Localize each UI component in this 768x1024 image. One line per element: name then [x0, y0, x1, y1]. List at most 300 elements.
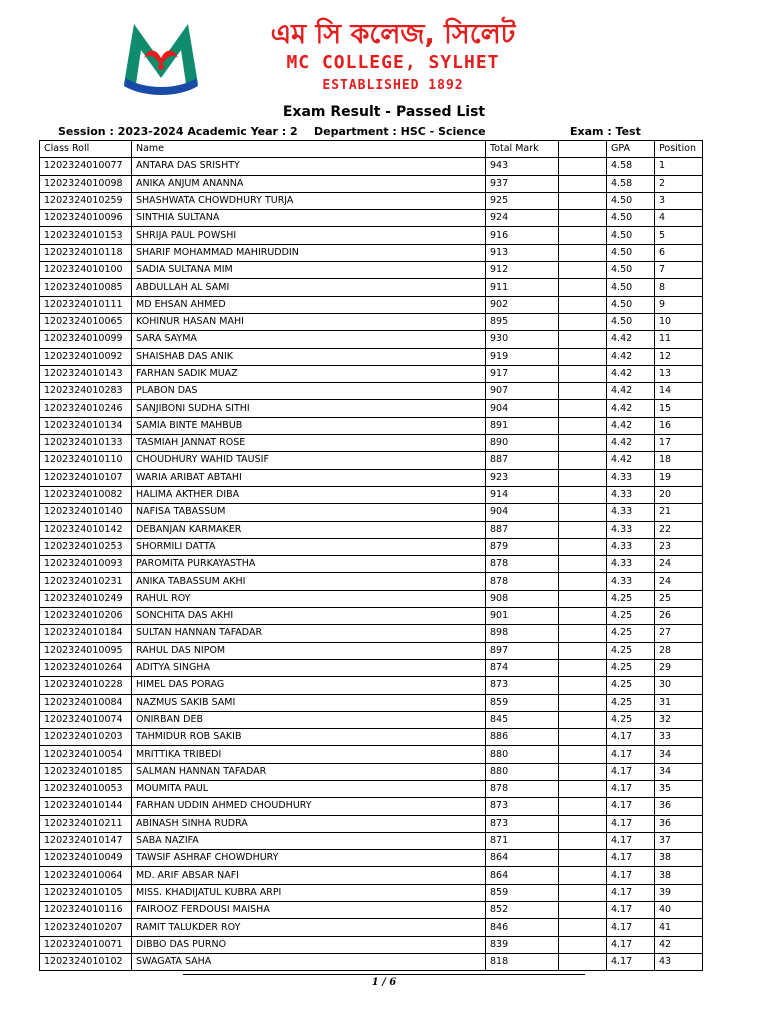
- cell-position: 19: [655, 469, 703, 486]
- cell-position: 14: [655, 383, 703, 400]
- college-header: [0, 0, 768, 100]
- cell-name: RAMIT TALUKDER ROY: [132, 919, 486, 936]
- session-info: Session : 2023-2024 Academic Year : 2: [58, 125, 298, 138]
- cell-gpa: 4.17: [607, 746, 655, 763]
- cell-total-mark: 895: [486, 313, 559, 330]
- cell-class-roll: 1202324010098: [40, 175, 132, 192]
- cell-total-mark: 943: [486, 158, 559, 175]
- cell-gpa: 4.33: [607, 486, 655, 503]
- cell-class-roll: 1202324010054: [40, 746, 132, 763]
- cell-gpa: 4.25: [607, 590, 655, 607]
- cell-position: 18: [655, 452, 703, 469]
- cell-blank: [559, 158, 607, 175]
- cell-total-mark: 878: [486, 573, 559, 590]
- cell-name: TAWSIF ASHRAF CHOWDHURY: [132, 850, 486, 867]
- cell-class-roll: 1202324010105: [40, 884, 132, 901]
- cell-gpa: 4.25: [607, 625, 655, 642]
- cell-blank: [559, 659, 607, 676]
- cell-total-mark: 864: [486, 850, 559, 867]
- cell-name: ABDULLAH AL SAMI: [132, 279, 486, 296]
- cell-gpa: 4.17: [607, 867, 655, 884]
- cell-gpa: 4.50: [607, 244, 655, 261]
- cell-position: 34: [655, 746, 703, 763]
- cell-total-mark: 886: [486, 729, 559, 746]
- cell-total-mark: 897: [486, 642, 559, 659]
- cell-total-mark: 907: [486, 383, 559, 400]
- cell-blank: [559, 780, 607, 797]
- cell-total-mark: 878: [486, 780, 559, 797]
- cell-class-roll: 1202324010064: [40, 867, 132, 884]
- cell-total-mark: 911: [486, 279, 559, 296]
- cell-blank: [559, 936, 607, 953]
- cell-class-roll: 1202324010147: [40, 832, 132, 849]
- cell-position: 42: [655, 936, 703, 953]
- cell-gpa: 4.33: [607, 521, 655, 538]
- cell-blank: [559, 279, 607, 296]
- cell-class-roll: 1202324010259: [40, 192, 132, 209]
- results-table: [39, 140, 703, 971]
- cell-total-mark: 859: [486, 694, 559, 711]
- cell-class-roll: 1202324010095: [40, 642, 132, 659]
- table-row: [40, 452, 703, 469]
- cell-position: 26: [655, 608, 703, 625]
- department-info: Department : HSC - Science: [314, 125, 486, 138]
- page-title: Exam Result - Passed List: [282, 104, 486, 120]
- cell-class-roll: 1202324010100: [40, 262, 132, 279]
- table-row: [40, 400, 703, 417]
- cell-total-mark: 878: [486, 556, 559, 573]
- cell-gpa: 4.33: [607, 573, 655, 590]
- cell-class-roll: 1202324010065: [40, 313, 132, 330]
- cell-blank: [559, 832, 607, 849]
- table-row: [40, 313, 703, 330]
- cell-blank: [559, 210, 607, 227]
- cell-position: 17: [655, 435, 703, 452]
- cell-total-mark: 887: [486, 452, 559, 469]
- table-row: [40, 763, 703, 780]
- cell-gpa: 4.42: [607, 452, 655, 469]
- cell-total-mark: 917: [486, 365, 559, 382]
- col-header-name: Name: [132, 141, 486, 158]
- cell-gpa: 4.17: [607, 884, 655, 901]
- cell-name: ADITYA SINGHA: [132, 659, 486, 676]
- cell-blank: [559, 521, 607, 538]
- cell-class-roll: 1202324010085: [40, 279, 132, 296]
- cell-gpa: 4.58: [607, 175, 655, 192]
- cell-blank: [559, 400, 607, 417]
- cell-position: 8: [655, 279, 703, 296]
- table-row: [40, 608, 703, 625]
- table-row: [40, 383, 703, 400]
- cell-gpa: 4.17: [607, 729, 655, 746]
- cell-gpa: 4.17: [607, 919, 655, 936]
- cell-blank: [559, 746, 607, 763]
- table-row: [40, 677, 703, 694]
- cell-class-roll: 1202324010096: [40, 210, 132, 227]
- cell-name: NAZMUS SAKIB SAMI: [132, 694, 486, 711]
- cell-class-roll: 1202324010053: [40, 780, 132, 797]
- cell-gpa: 4.25: [607, 659, 655, 676]
- cell-gpa: 4.17: [607, 763, 655, 780]
- cell-class-roll: 1202324010246: [40, 400, 132, 417]
- cell-gpa: 4.58: [607, 158, 655, 175]
- cell-class-roll: 1202324010084: [40, 694, 132, 711]
- cell-name: TAHMIDUR ROB SAKIB: [132, 729, 486, 746]
- cell-name: SANJIBONI SUDHA SITHI: [132, 400, 486, 417]
- cell-position: 24: [655, 573, 703, 590]
- table-row: [40, 867, 703, 884]
- cell-name: SHARIF MOHAMMAD MAHIRUDDIN: [132, 244, 486, 261]
- cell-name: SWAGATA SAHA: [132, 953, 486, 970]
- table-row: [40, 469, 703, 486]
- cell-blank: [559, 815, 607, 832]
- cell-position: 38: [655, 850, 703, 867]
- table-row: [40, 573, 703, 590]
- cell-name: MOUMITA PAUL: [132, 780, 486, 797]
- table-row: [40, 556, 703, 573]
- cell-blank: [559, 953, 607, 970]
- table-header-row: [40, 141, 703, 158]
- cell-total-mark: 864: [486, 867, 559, 884]
- cell-class-roll: 1202324010099: [40, 331, 132, 348]
- cell-name: PAROMITA PURKAYASTHA: [132, 556, 486, 573]
- cell-blank: [559, 902, 607, 919]
- cell-blank: [559, 417, 607, 434]
- table-row: [40, 694, 703, 711]
- cell-position: 20: [655, 486, 703, 503]
- cell-blank: [559, 227, 607, 244]
- cell-class-roll: 1202324010107: [40, 469, 132, 486]
- cell-blank: [559, 919, 607, 936]
- cell-name: SINTHIA SULTANA: [132, 210, 486, 227]
- cell-gpa: 4.50: [607, 262, 655, 279]
- cell-position: 5: [655, 227, 703, 244]
- cell-class-roll: 1202324010082: [40, 486, 132, 503]
- cell-gpa: 4.17: [607, 815, 655, 832]
- cell-class-roll: 1202324010134: [40, 417, 132, 434]
- cell-blank: [559, 763, 607, 780]
- cell-blank: [559, 694, 607, 711]
- cell-position: 27: [655, 625, 703, 642]
- cell-name: CHOUDHURY WAHID TAUSIF: [132, 452, 486, 469]
- cell-gpa: 4.33: [607, 469, 655, 486]
- cell-position: 1: [655, 158, 703, 175]
- cell-blank: [559, 365, 607, 382]
- cell-blank: [559, 486, 607, 503]
- cell-name: FARHAN UDDIN AHMED CHOUDHURY: [132, 798, 486, 815]
- cell-gpa: 4.33: [607, 556, 655, 573]
- cell-total-mark: 913: [486, 244, 559, 261]
- cell-class-roll: 1202324010253: [40, 538, 132, 555]
- table-row: [40, 521, 703, 538]
- cell-class-roll: 1202324010184: [40, 625, 132, 642]
- cell-position: 36: [655, 798, 703, 815]
- cell-gpa: 4.33: [607, 538, 655, 555]
- cell-total-mark: 859: [486, 884, 559, 901]
- col-header-position: Position: [655, 141, 703, 158]
- cell-position: 9: [655, 296, 703, 313]
- cell-total-mark: 924: [486, 210, 559, 227]
- cell-name: SHAISHAB DAS ANIK: [132, 348, 486, 365]
- cell-name: SHORMILI DATTA: [132, 538, 486, 555]
- cell-name: PLABON DAS: [132, 383, 486, 400]
- table-row: [40, 590, 703, 607]
- cell-class-roll: 1202324010249: [40, 590, 132, 607]
- table-row: [40, 486, 703, 503]
- page-number: 1 / 6: [371, 977, 397, 988]
- cell-total-mark: 914: [486, 486, 559, 503]
- cell-position: 21: [655, 504, 703, 521]
- cell-gpa: 4.17: [607, 850, 655, 867]
- cell-class-roll: 1202324010102: [40, 953, 132, 970]
- table-row: [40, 884, 703, 901]
- cell-total-mark: 871: [486, 832, 559, 849]
- cell-blank: [559, 244, 607, 261]
- cell-total-mark: 873: [486, 815, 559, 832]
- cell-total-mark: 930: [486, 331, 559, 348]
- table-row: [40, 729, 703, 746]
- mc-college-logo-icon: [118, 18, 204, 96]
- established-year: ESTABLISHED 1892: [322, 78, 464, 93]
- cell-total-mark: 908: [486, 590, 559, 607]
- cell-gpa: 4.17: [607, 780, 655, 797]
- cell-blank: [559, 884, 607, 901]
- cell-blank: [559, 590, 607, 607]
- table-row: [40, 919, 703, 936]
- results-table-body: [40, 158, 703, 971]
- cell-class-roll: 1202324010264: [40, 659, 132, 676]
- cell-gpa: 4.17: [607, 936, 655, 953]
- cell-gpa: 4.25: [607, 677, 655, 694]
- cell-total-mark: 880: [486, 746, 559, 763]
- footer-divider: [183, 974, 585, 975]
- cell-position: 43: [655, 953, 703, 970]
- cell-total-mark: 874: [486, 659, 559, 676]
- cell-name: SABA NAZIFA: [132, 832, 486, 849]
- cell-class-roll: 1202324010153: [40, 227, 132, 244]
- cell-position: 36: [655, 815, 703, 832]
- cell-gpa: 4.42: [607, 331, 655, 348]
- table-row: [40, 175, 703, 192]
- table-row: [40, 365, 703, 382]
- cell-class-roll: 1202324010211: [40, 815, 132, 832]
- cell-blank: [559, 348, 607, 365]
- cell-gpa: 4.17: [607, 953, 655, 970]
- table-row: [40, 953, 703, 970]
- col-header-gpa: GPA: [607, 141, 655, 158]
- cell-name: MD. ARIF ABSAR NAFI: [132, 867, 486, 884]
- table-row: [40, 936, 703, 953]
- cell-name: NAFISA TABASSUM: [132, 504, 486, 521]
- table-row: [40, 902, 703, 919]
- cell-position: 34: [655, 763, 703, 780]
- cell-total-mark: 846: [486, 919, 559, 936]
- cell-name: SADIA SULTANA MIM: [132, 262, 486, 279]
- cell-blank: [559, 175, 607, 192]
- cell-gpa: 4.42: [607, 435, 655, 452]
- cell-gpa: 4.25: [607, 711, 655, 728]
- cell-total-mark: 898: [486, 625, 559, 642]
- cell-total-mark: 901: [486, 608, 559, 625]
- cell-gpa: 4.50: [607, 296, 655, 313]
- cell-total-mark: 818: [486, 953, 559, 970]
- cell-position: 24: [655, 556, 703, 573]
- cell-name: SARA SAYMA: [132, 331, 486, 348]
- col-header-blank: [559, 141, 607, 158]
- cell-name: TASMIAH JANNAT ROSE: [132, 435, 486, 452]
- cell-total-mark: 916: [486, 227, 559, 244]
- cell-position: 38: [655, 867, 703, 884]
- cell-total-mark: 923: [486, 469, 559, 486]
- cell-name: RAHUL ROY: [132, 590, 486, 607]
- cell-blank: [559, 262, 607, 279]
- cell-gpa: 4.50: [607, 279, 655, 296]
- cell-name: ANIKA TABASSUM AKHI: [132, 573, 486, 590]
- table-row: [40, 262, 703, 279]
- table-row: [40, 780, 703, 797]
- cell-name: SONCHITA DAS AKHI: [132, 608, 486, 625]
- cell-position: 3: [655, 192, 703, 209]
- cell-total-mark: 839: [486, 936, 559, 953]
- cell-name: MD EHSAN AHMED: [132, 296, 486, 313]
- cell-blank: [559, 192, 607, 209]
- cell-name: ANTARA DAS SRISHTY: [132, 158, 486, 175]
- cell-total-mark: 912: [486, 262, 559, 279]
- cell-blank: [559, 296, 607, 313]
- cell-blank: [559, 642, 607, 659]
- cell-gpa: 4.42: [607, 348, 655, 365]
- cell-name: FARHAN SADIK MUAZ: [132, 365, 486, 382]
- table-row: [40, 504, 703, 521]
- cell-position: 22: [655, 521, 703, 538]
- cell-class-roll: 1202324010207: [40, 919, 132, 936]
- table-row: [40, 296, 703, 313]
- cell-position: 15: [655, 400, 703, 417]
- col-header-class-roll: Class Roll: [40, 141, 132, 158]
- cell-name: SHASHWATA CHOWDHURY TURJA: [132, 192, 486, 209]
- cell-name: ANIKA ANJUM ANANNA: [132, 175, 486, 192]
- cell-gpa: 4.42: [607, 417, 655, 434]
- cell-total-mark: 937: [486, 175, 559, 192]
- cell-class-roll: 1202324010231: [40, 573, 132, 590]
- cell-name: SALMAN HANNAN TAFADAR: [132, 763, 486, 780]
- cell-gpa: 4.17: [607, 902, 655, 919]
- cell-gpa: 4.50: [607, 227, 655, 244]
- cell-total-mark: 873: [486, 677, 559, 694]
- cell-total-mark: 873: [486, 798, 559, 815]
- cell-total-mark: 890: [486, 435, 559, 452]
- cell-blank: [559, 556, 607, 573]
- cell-total-mark: 879: [486, 538, 559, 555]
- cell-class-roll: 1202324010118: [40, 244, 132, 261]
- cell-name: DIBBO DAS PURNO: [132, 936, 486, 953]
- table-row: [40, 815, 703, 832]
- cell-blank: [559, 331, 607, 348]
- cell-name: MRITTIKA TRIBEDI: [132, 746, 486, 763]
- cell-total-mark: 891: [486, 417, 559, 434]
- cell-position: 25: [655, 590, 703, 607]
- cell-name: RAHUL DAS NIPOM: [132, 642, 486, 659]
- cell-name: KOHINUR HASAN MAHI: [132, 313, 486, 330]
- cell-class-roll: 1202324010206: [40, 608, 132, 625]
- table-row: [40, 331, 703, 348]
- table-row: [40, 279, 703, 296]
- cell-position: 13: [655, 365, 703, 382]
- cell-class-roll: 1202324010283: [40, 383, 132, 400]
- cell-gpa: 4.33: [607, 504, 655, 521]
- college-name-english: MC COLLEGE, SYLHET: [286, 52, 500, 73]
- cell-class-roll: 1202324010140: [40, 504, 132, 521]
- cell-blank: [559, 383, 607, 400]
- cell-blank: [559, 798, 607, 815]
- table-row: [40, 210, 703, 227]
- cell-position: 30: [655, 677, 703, 694]
- cell-total-mark: 925: [486, 192, 559, 209]
- cell-total-mark: 887: [486, 521, 559, 538]
- cell-class-roll: 1202324010093: [40, 556, 132, 573]
- cell-blank: [559, 711, 607, 728]
- cell-gpa: 4.17: [607, 798, 655, 815]
- table-row: [40, 538, 703, 555]
- cell-name: WARIA ARIBAT ABTAHI: [132, 469, 486, 486]
- table-row: [40, 642, 703, 659]
- cell-position: 16: [655, 417, 703, 434]
- cell-name: ONIRBAN DEB: [132, 711, 486, 728]
- cell-name: MISS. KHADIJATUL KUBRA ARPI: [132, 884, 486, 901]
- cell-total-mark: 902: [486, 296, 559, 313]
- cell-position: 10: [655, 313, 703, 330]
- cell-class-roll: 1202324010092: [40, 348, 132, 365]
- cell-name: HALIMA AKTHER DIBA: [132, 486, 486, 503]
- cell-blank: [559, 435, 607, 452]
- cell-position: 31: [655, 694, 703, 711]
- cell-position: 35: [655, 780, 703, 797]
- cell-gpa: 4.42: [607, 365, 655, 382]
- cell-gpa: 4.50: [607, 313, 655, 330]
- college-name-bengali: এম সি কলেজ, সিলেট: [270, 19, 516, 50]
- table-row: [40, 625, 703, 642]
- table-row: [40, 850, 703, 867]
- cell-total-mark: 904: [486, 400, 559, 417]
- cell-position: 39: [655, 884, 703, 901]
- cell-name: HIMEL DAS PORAG: [132, 677, 486, 694]
- cell-position: 32: [655, 711, 703, 728]
- table-row: [40, 435, 703, 452]
- cell-class-roll: 1202324010228: [40, 677, 132, 694]
- table-row: [40, 711, 703, 728]
- cell-blank: [559, 850, 607, 867]
- cell-name: SULTAN HANNAN TAFADAR: [132, 625, 486, 642]
- cell-blank: [559, 538, 607, 555]
- cell-class-roll: 1202324010074: [40, 711, 132, 728]
- cell-position: 41: [655, 919, 703, 936]
- cell-position: 12: [655, 348, 703, 365]
- cell-blank: [559, 469, 607, 486]
- cell-blank: [559, 867, 607, 884]
- cell-class-roll: 1202324010133: [40, 435, 132, 452]
- cell-name: SAMIA BINTE MAHBUB: [132, 417, 486, 434]
- table-row: [40, 746, 703, 763]
- cell-position: 23: [655, 538, 703, 555]
- exam-info: Exam : Test: [570, 125, 641, 138]
- cell-position: 7: [655, 262, 703, 279]
- cell-class-roll: 1202324010185: [40, 763, 132, 780]
- cell-blank: [559, 452, 607, 469]
- table-row: [40, 227, 703, 244]
- table-row: [40, 659, 703, 676]
- cell-class-roll: 1202324010144: [40, 798, 132, 815]
- col-header-total-mark: Total Mark: [486, 141, 559, 158]
